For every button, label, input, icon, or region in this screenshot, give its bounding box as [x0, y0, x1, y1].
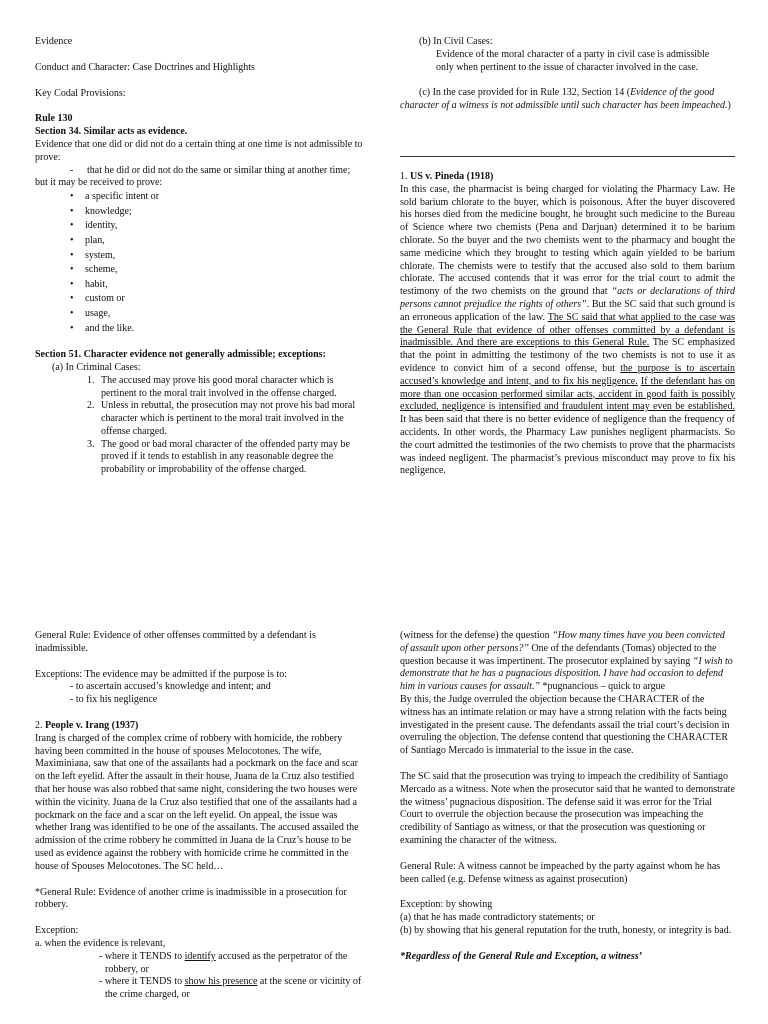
- list-item: - where it TENDS to show his presence at the scene or vicinity of the crime charged, or: [99, 976, 362, 1001]
- list-item: 1. The accused may prove his good moral character which is pertinent to the moral trait involved in the offense charged.: [87, 374, 337, 399]
- list-item: 2. Unless in rebuttal, the prosecution may not prove his bad moral character which is pertinent to the moral trait involved in the offense charged.: [87, 400, 356, 437]
- case-2-heading: 2. People v. Irang (1937): [35, 719, 139, 731]
- section-51-heading: Section 51. Character evidence not generally admissible; exceptions:: [35, 349, 326, 361]
- list-item: • system,: [35, 249, 369, 264]
- section-34-heading: Section 34. Similar acts as evidence.: [35, 126, 188, 138]
- witness-question-paragraph: (witness for the defense) the question “How many times have you been convicted of assault upon other persons?” One of the defendants (Tomas) objected to the question because it was impertinent. The prosecutor explained by saying “I wish to demonstrate that he has a pugnacious disposition. I have had occasion to defend him in various causes for assault.” *pugnancious – quick to argue: [400, 630, 733, 693]
- key-codal-heading: Key Codal Provisions:: [35, 87, 126, 99]
- dash-marker: -: [70, 164, 74, 176]
- general-rule-1: General Rule: Evidence of other offenses committed by a defendant is inadmissible.: [35, 630, 316, 654]
- list-item: - to ascertain accused’s knowledge and intent; and: [70, 681, 271, 693]
- page2-left-column: [35, 630, 369, 1002]
- page2-right-column: [400, 630, 735, 964]
- section-divider: [400, 156, 735, 157]
- case-1-block: [400, 171, 735, 478]
- list-item: • a specific intent or: [35, 190, 369, 205]
- case-1-body: In this case, the pharmacist is being charged for violating the Pharmacy Law. He sold barium chlorate to the buyer, which is poisonous. After the buyer discovered his horses died from the medicine bought, he brought such medicine to the Bureau of Science where two chemists (Pena and Darjuan) determined it to be barium chlorate. So the buyer and the two chemists went to the pharmacy and bought the same medicine which they brought to testing which again yielded to be barium chlorate. The chemists were to testify that the accused also sold to them barium chlorate. The accused contends that it was error for the trial court to admit the testimony of the two chemists on the ground that “acts or declarations of third persons cannot prejudice the rights of others”. But the SC said that such ground is an erroneous application of the law. The SC said that what applied to the case was the General Rule that evidence of other offenses committed by a defendant is inadmissible. And there are exceptions to this General Rule. The SC emphasized that the point in admitting the testimony of the two chemists is not to use it as evidence to convict him of a second offense, but the purpose is to ascertain accused’s knowledge and intent, and to fix his negligence. If the defendant has on more than one occasion performed similar acts, accident in good faith is possibly excluded, negligence is intensified and fraudulent intent may even be established. It has been said that there is no better evidence of negligence than the frequency of accidents. In other words, the Pharmacy Law punishes negligent pharmacists. So the court admitted the testimonies of the two chemists to prove that the pharmacists was indeed negligent. The pharmacist’s previous misconduct may prove to fix his negligence.: [400, 183, 736, 477]
- section-34-text: Evidence that one did or did not do a certain thing at one time is not admissible to prove:: [35, 138, 363, 163]
- list-item: • and the like.: [35, 322, 369, 337]
- list-item: • identity,: [35, 219, 369, 234]
- judge-ruling-paragraph: By this, the Judge overruled the objection because the CHARACTER of the witness has an intimate relation or may have a strong relation with the facts being investigated in the present cause. The defendants assail the trial court’s decision in overruling the objection. The defense contend that questioning the CHARACTER of Santiago Mercado is immaterial to the issue in the case.: [400, 693, 730, 757]
- exception-heading: Exception:: [35, 925, 79, 937]
- case-2-body: Irang is charged of the complex crime of robbery with homicide, the robbery having been committed in the house of spouses Melocotones. The wife, Maximiniana, saw that one of the assailants had a pockmark on the face and scar on the left eyelid. After the assault in their house, Juana de la Cruz also testified that her house was also robbed that same night, considering the two houses were within the vicinity. Juana de la Cruz also testified that one of the assailants had a pockmark on the face and a scar on the left eyelid. On appeal, the issue was whether Irang was identified to be one of the assailants. The accused assailed the admission of the crime robbery he committed in Juana de la Cruz’s house to be used as evidence against the robbery with homicide crime he committed in the house of Spouses Melocotones. The SC held…: [35, 732, 359, 872]
- list-item: • plan,: [35, 234, 369, 249]
- star-general-rule: *General Rule: Evidence of another crime is inadmissible in a prosecution for robbery.: [35, 886, 347, 911]
- civil-cases-heading: (b) In Civil Cases:: [419, 36, 493, 47]
- civil-cases-text: Evidence of the moral character of a party in civil case is admissible only when pertinent to the issue of character involved in the case.: [436, 48, 710, 73]
- exception-b-2: (b) by showing that his general reputation for the truth, honesty, or integrity is bad.: [400, 924, 732, 936]
- list-item: • habit,: [35, 278, 369, 293]
- section-34-bullets: [35, 190, 369, 336]
- list-item: - that he did or did not do the same or similar thing at another time;: [70, 164, 351, 176]
- rule-heading: Rule 130: [35, 113, 73, 125]
- general-rule-2: General Rule: A witness cannot be impeached by the party against whom he has been called (e.g. Defense witness as against prosecution): [400, 860, 721, 885]
- list-item: • knowledge;: [35, 205, 369, 220]
- exception-heading-2: Exception: by showing: [400, 899, 493, 911]
- list-item: - to fix his negligence: [70, 694, 158, 706]
- doc-title: Evidence: [35, 36, 73, 47]
- exception-a: a. when the evidence is relevant,: [35, 937, 166, 949]
- exceptions-heading: Exceptions: The evidence may be admitted if the purpose is to:: [35, 668, 287, 680]
- list-item: • scheme,: [35, 263, 369, 278]
- sc-ruling-paragraph: The SC said that the prosecution was trying to impeach the credibility of Santiago Mercado as a witness. Note when the prosecutor said that he wanted to demonstrate the witness’ pugnacious disposition. The defense said it was error for the Trial Court to overrule the objection because the prosecution was impeaching the credibility of Santiago as witness, or that the prosecution was questioning or examining the character of the witness.: [400, 770, 735, 846]
- page1-right-column: [400, 36, 735, 113]
- list-item: 3. The good or bad moral character of the offended party may be proved if it tends to establish in any reasonable degree the probability or improbability of the offense charged.: [87, 438, 350, 476]
- criminal-cases-list: [35, 375, 369, 477]
- page1-left-column: [35, 36, 369, 477]
- criminal-cases-heading: (a) In Criminal Cases:: [52, 361, 141, 373]
- list-item: • usage,: [35, 307, 369, 322]
- section-34-dash-list: [35, 165, 369, 178]
- section-34-but: but it may be received to prove:: [35, 177, 163, 189]
- exception-a-2: (a) that he has made contradictory statements; or: [400, 912, 595, 924]
- case-1-heading: 1. US v. Pineda (1918): [400, 171, 494, 182]
- list-item: • custom or: [35, 292, 369, 307]
- list-item: - where it TENDS to identify accused as the perpetrator of the robbery, or: [99, 950, 348, 975]
- rule-132-paragraph: (c) In the case provided for in Rule 132, Section 14 (Evidence of the good character of a witness is not admissible until such character has been impeached.): [400, 87, 731, 112]
- cutoff-line: *Regardless of the General Rule and Exception, a witness’: [400, 950, 642, 962]
- doc-subtitle: Conduct and Character: Case Doctrines and Highlights: [35, 61, 255, 73]
